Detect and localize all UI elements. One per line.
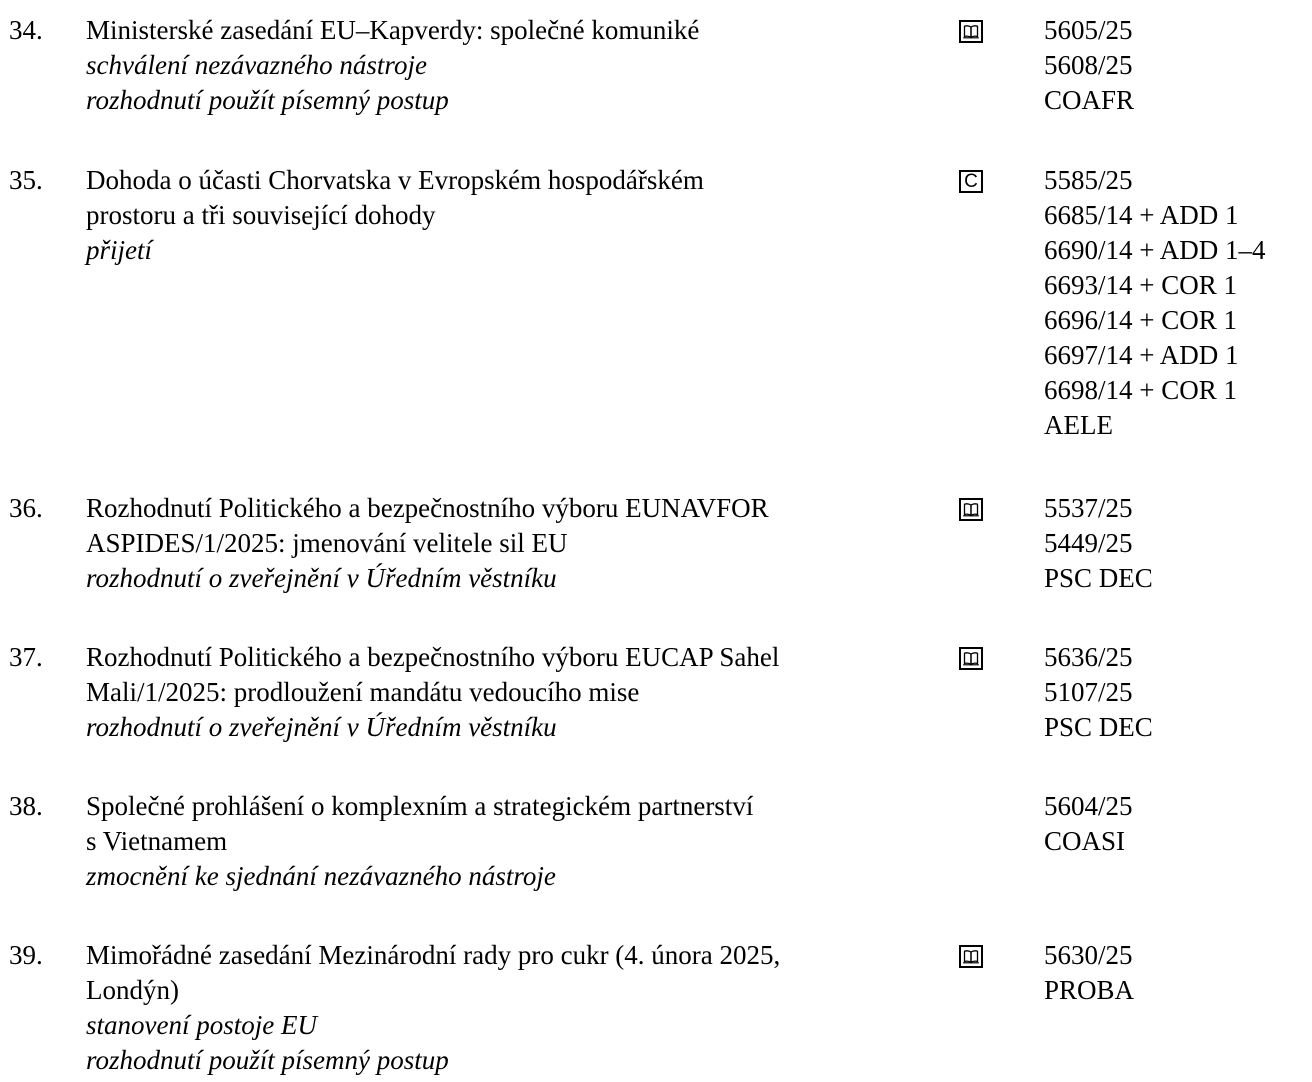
document-ref: 5636/25 xyxy=(1044,642,1133,672)
document-ref: COAFR xyxy=(1044,85,1135,115)
item-description xyxy=(86,491,946,596)
item-title-line: prostoru a tři související dohody xyxy=(86,200,436,230)
item-number: 38. xyxy=(9,791,43,821)
item-procedure-note: schválení nezávazného nástroje xyxy=(86,50,427,80)
item-title-line: Ministerské zasedání EU–Kapverdy: společné komuniké xyxy=(86,15,700,45)
item-description xyxy=(86,163,946,268)
document-references xyxy=(1044,938,1312,1008)
document-ref: 5604/25 xyxy=(1044,791,1133,821)
item-title-line: Mali/1/2025: prodloužení mandátu vedoucího mise xyxy=(86,677,640,707)
document-ref: 5449/25 xyxy=(1044,528,1133,558)
document-ref: AELE xyxy=(1044,410,1113,440)
item-procedure-note: zmocnění ke sjednání nezávazného nástroje xyxy=(86,861,556,891)
c-box-icon xyxy=(959,170,983,193)
book-icon xyxy=(959,945,983,968)
item-procedure-note: rozhodnutí použít písemný postup xyxy=(86,1045,449,1075)
book-icon xyxy=(959,647,983,670)
item-title-line: Londýn) xyxy=(86,975,179,1005)
document-ref: 5605/25 xyxy=(1044,15,1133,45)
item-number: 39. xyxy=(9,940,43,970)
item-title-line: Společné prohlášení o komplexním a strategickém partnerství xyxy=(86,791,754,821)
document-ref: 6698/14 + COR 1 xyxy=(1044,375,1237,405)
document-ref: 5537/25 xyxy=(1044,493,1133,523)
document-ref: 5608/25 xyxy=(1044,50,1133,80)
item-title-line: s Vietnamem xyxy=(86,826,228,856)
document-ref: 6696/14 + COR 1 xyxy=(1044,305,1237,335)
document-ref: 6690/14 + ADD 1–4 xyxy=(1044,235,1266,265)
document-ref: PSC DEC xyxy=(1044,712,1153,742)
document-ref: 5630/25 xyxy=(1044,940,1133,970)
book-icon xyxy=(959,498,983,521)
document-ref: 5585/25 xyxy=(1044,165,1133,195)
item-title-line: Rozhodnutí Politického a bezpečnostního výboru EUNAVFOR xyxy=(86,493,769,523)
document-ref: COASI xyxy=(1044,826,1126,856)
c-letter: C xyxy=(964,171,978,192)
item-title-line: Rozhodnutí Politického a bezpečnostního výboru EUCAP Sahel xyxy=(86,642,780,672)
document-ref: 6697/14 + ADD 1 xyxy=(1044,340,1239,370)
item-procedure-note: přijetí xyxy=(86,235,152,265)
item-number: 37. xyxy=(9,642,43,672)
item-title-line: Mimořádné zasedání Mezinárodní rady pro cukr (4. února 2025, xyxy=(86,940,781,970)
document-ref: 6685/14 + ADD 1 xyxy=(1044,200,1239,230)
item-title-line: ASPIDES/1/2025: jmenování velitele sil EU xyxy=(86,528,568,558)
document-ref: PROBA xyxy=(1044,975,1135,1005)
document-references xyxy=(1044,491,1312,596)
document-ref: 5107/25 xyxy=(1044,677,1133,707)
item-number: 36. xyxy=(9,493,43,523)
item-number: 35. xyxy=(9,165,43,195)
item-procedure-note: stanovení postoje EU xyxy=(86,1010,317,1040)
item-description xyxy=(86,789,946,894)
item-description xyxy=(86,13,946,118)
item-number: 34. xyxy=(9,15,43,45)
item-description xyxy=(86,938,946,1078)
item-title-line: Dohoda o účasti Chorvatska v Evropském hospodářském xyxy=(86,165,704,195)
item-description xyxy=(86,640,946,745)
item-procedure-note: rozhodnutí použít písemný postup xyxy=(86,85,449,115)
book-icon xyxy=(959,20,983,43)
document-references xyxy=(1044,13,1312,118)
document-ref: PSC DEC xyxy=(1044,563,1153,593)
document-references xyxy=(1044,163,1312,443)
item-procedure-note: rozhodnutí o zveřejnění v Úředním věstníku xyxy=(86,563,557,593)
document-references xyxy=(1044,789,1312,859)
document-ref: 6693/14 + COR 1 xyxy=(1044,270,1237,300)
document-references xyxy=(1044,640,1312,745)
item-procedure-note: rozhodnutí o zveřejnění v Úředním věstníku xyxy=(86,712,557,742)
